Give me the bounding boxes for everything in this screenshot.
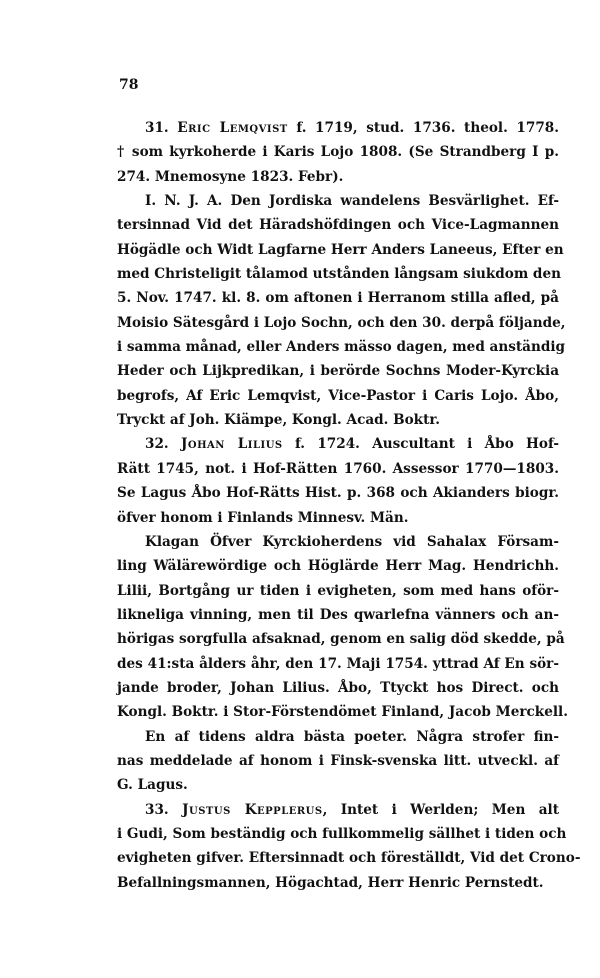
- entry-33-line: [117, 798, 559, 822]
- page-number: 78: [119, 77, 139, 93]
- text-segment: öfver honom i Finlands Minnesv. Män.: [117, 509, 409, 526]
- text-segment: Rätt 1745, not. i Hof-Rätten 1760. Assessor 1770—1803.: [117, 460, 559, 477]
- text-segment: Se Lagus Åbo Hof-Rätts Hist. p. 368 och Akianders biogr.: [117, 485, 559, 502]
- text-segment: Lilii, Bortgång ur tiden i evigheten, som med hans oför-: [117, 582, 559, 599]
- entry-32-line: [117, 603, 559, 627]
- text-segment: f. 1724. Auscultant i Åbo Hof-: [282, 436, 559, 453]
- text-segment: I. N. J. A. Den Jordiska wandelens Besvärlighet. Ef-: [145, 193, 559, 210]
- entry-31-line: [117, 189, 559, 213]
- text-segment: nas meddelade af honom i Finsk-svenska litt. utveckl. af: [117, 752, 559, 769]
- entry-31-line: [117, 286, 559, 310]
- entry-32-line: [117, 432, 559, 456]
- text-segment: Kongl. Boktr. i Stor-Förstendömet Finland, Jacob Merckell.: [117, 704, 568, 721]
- entry-32-line: [117, 627, 565, 651]
- author-name: Justus Kepplerus: [182, 801, 323, 818]
- text-segment: i Gudi, Som beständig och fullkommelig sällhet i tiden och: [117, 825, 567, 842]
- entry-31-line: [117, 335, 566, 359]
- text-segment: 5. Nov. 1747. kl. 8. om aftonen i Herranom stilla afled, på: [117, 290, 559, 307]
- page-text: [117, 116, 581, 895]
- entry-32-line: [117, 506, 559, 530]
- text-segment: 274. Mnemosyne 1823. Febr).: [117, 168, 344, 185]
- entry-31-line: [117, 384, 559, 408]
- text-segment: evigheten gifver. Eftersinnadt och föreställdt, Vid det Crono-: [117, 850, 581, 867]
- text-segment: tersinnad Vid det Häradshöfdingen och Vice-Lagmannen: [117, 217, 559, 234]
- entry-32-line: [117, 579, 559, 603]
- entry-31-line: [117, 311, 566, 335]
- entry-32-line: [117, 773, 559, 797]
- entry-31-line: [117, 359, 559, 383]
- text-segment: likneliga vinning, men til Des qwarlefna vänners och an-: [117, 606, 559, 623]
- text-segment: En af tidens aldra bästa poeter. Några strofer fin-: [145, 728, 559, 745]
- entry-31-line: [117, 262, 559, 286]
- text-segment: Klagan Öfver Kyrckioherdens vid Sahalax Försam-: [145, 533, 559, 550]
- entry-33-line: [117, 846, 581, 870]
- entry-32-line: [117, 530, 559, 554]
- text-segment: i samma månad, eller Anders mässo dagen, med anständig: [117, 339, 566, 356]
- text-segment: des 41:sta ålders åhr, den 17. Maji 1754. yttrad Af En sör-: [117, 655, 559, 672]
- entry-31-line: [117, 140, 559, 164]
- text-segment: 33.: [145, 801, 183, 818]
- entry-32-line: [117, 725, 559, 749]
- text-segment: f. 1719, stud. 1736. theol. 1778.: [287, 120, 559, 136]
- entry-31-line: [117, 238, 564, 262]
- entry-32-line: [117, 554, 559, 578]
- text-segment: jande broder, Johan Lilius. Åbo, Ttyckt hos Direct. och: [117, 679, 559, 696]
- text-segment: hörigas sorgfulla afsaknad, genom en salig död skedde, på: [117, 631, 565, 648]
- entry-32-line: [117, 652, 559, 676]
- text-segment: ling Wälärewördige och Höglärde Herr Mag. Hendrichh.: [117, 558, 559, 575]
- entry-32-line: [117, 700, 568, 724]
- text-segment: 31.: [145, 120, 178, 136]
- text-segment: 32.: [145, 436, 181, 453]
- entry-32-line: [117, 676, 559, 700]
- text-segment: begrofs, Af Eric Lemqvist, Vice-Pastor i Caris Lojo. Åbo,: [117, 387, 559, 404]
- entry-31-line: [117, 408, 559, 432]
- entry-31-line: [117, 213, 559, 237]
- author-name: Johan Lilius: [180, 436, 283, 453]
- text-segment: † som kyrkoherde i Karis Lojo 1808. (Se Strandberg I p.: [117, 144, 559, 161]
- entry-33-line: [117, 822, 567, 846]
- entry-32-line: [117, 749, 559, 773]
- entry-31-line: [117, 165, 559, 189]
- text-segment: Befallningsmannen, Högachtad, Herr Henric Pernstedt.: [117, 874, 544, 891]
- text-segment: G. Lagus.: [117, 777, 188, 794]
- text-segment: Tryckt af Joh. Kiämpe, Kongl. Acad. Boktr.: [117, 412, 441, 429]
- entry-32-line: [117, 481, 559, 505]
- text-segment: , Intet i Werlden; Men alt: [322, 801, 559, 818]
- entry-32-line: [117, 457, 559, 481]
- entry-31-line: [117, 116, 559, 140]
- text-segment: Moisio Sätesgård i Lojo Sochn, och den 30. derpå följande,: [117, 314, 566, 331]
- author-name: Eric Lemqvist: [177, 120, 288, 136]
- text-segment: med Christeligit tålamod utstånden långsam siukdom den: [117, 266, 561, 283]
- text-segment: Högädle och Widt Lagfarne Herr Anders Laneeus, Efter en: [117, 241, 564, 258]
- text-segment: Heder och Lijkpredikan, i berörde Sochns Moder-Kyrckia: [117, 363, 559, 380]
- entry-33-line: [117, 871, 559, 895]
